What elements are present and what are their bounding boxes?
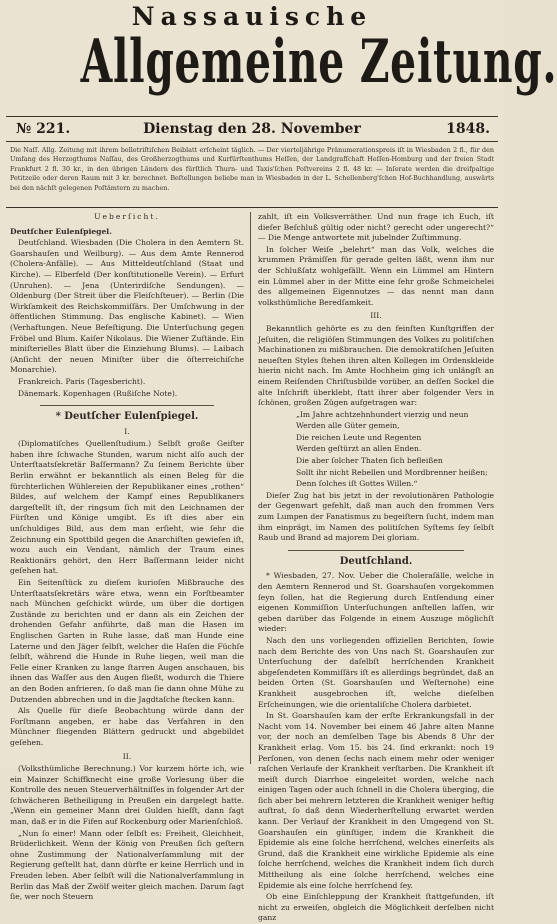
section-numeral-3: III. xyxy=(370,311,382,321)
section-numeral-2: II. xyxy=(122,751,132,761)
section-1-text-3: Als Quelle für dieſe Beobachtung würde dann der Forſtmann angeben, er habe das Verfahren in den Münchner fliegenden Blättern gedruckt und abgebildet geſehen. xyxy=(10,706,244,747)
verse-line: „Im Jahre achtzehnhundert vierzig und neun xyxy=(296,409,469,419)
issue-number: № 221. xyxy=(16,121,71,137)
notice-rule xyxy=(6,207,498,208)
verse-line: Sollt ihr nicht Rebellen und Mordbrenner heißen; xyxy=(296,467,488,477)
verse-block xyxy=(258,410,494,490)
right-text-4: * Wiesbaden, 27. Nov. Ueber die Choleraſälle, welche in den Aemtern Rennerod und St. Goarshauſen vorgekommen ſeyn ſollen, hat die Regierung durch Entſendung einer eigenen Kommiſſion Unterſuchungen anſtellen laſſen, wir geben darüber das Folgende in einem Auszuge möglichſt wieder: xyxy=(258,571,494,634)
issue-date: Dienstag den 28. November xyxy=(143,121,361,137)
column-separator xyxy=(250,212,251,764)
section-1-text-2: Ein Seitenſtück zu dieſem kurioſen Mißbrauche des Unterſtaatsſekretärs wäre etwa, wenn ein Forſtbeamter nach München geſchickt würde, um über die dortigen Zustände zu berichten und er dann als ein Zeichen der drohenden Gefahr anführte, daß man die Hasen im Englischen Garten in Ruhe lasse, daß man Hunde eine Laterne und den Jäger ſelbſt, welcher die Haſen die Füchſe ſelbſt, während die Hunde in Ruhe liegen, weil man die Felle einer Kranken zu lange ſtarren Augen anschauen, bis ihnen das Waſſer aus den Augen fließt, wodurch die Thiere an den Boden anfrieren, ſo daß man ſie dann ohne Mühe zu Dutzenden abbrechen und in die Jagdtaſche ſtecken kann. xyxy=(10,578,244,704)
section-2-text: (Volksthümliche Berechnung.) Vor kurzem hörte ich, wie ein Mainzer Schiffknecht eine große Vorlesung über die Kontrolle des neuen Steuerverhältniſſes in folgender Art der ſchwächeren Betheiligung in Preußen ein dargelegt hatte. „Wenn ein gemeiner Mann drei Gulden hieſſt, dann ſagt man, daß er in die Fifen auf Rockenburg oder Marienſchloß. xyxy=(10,764,244,827)
section-2-text-2: „Nun ſo einer! Mann oder ſelbſt es: Freiheit, Gleichheit, Brüderlichkeit. Wenn der König von Preußen ſich geſtern ohne Zustimmung der Nationalverſammlung mit der Regierung geſtellt hat, dann dürfte er keine Herrlich und in Freuden leben. Aber ſelbſt will die Nationalverſammlung in Berlin das Maß der Zwölf weiter gleich machen. Darum ſagt ſie, wer noch Steuern xyxy=(10,828,244,902)
masthead-rule-top xyxy=(6,116,498,117)
overview-france: Frankreich. Paris (Tagesbericht). xyxy=(18,376,146,386)
right-text-7: Ob eine Einſchleppung der Krankheit ſtattgefunden, iſt nicht zu erweiſen, obgleich die Möglichkeit derſelben nicht ganz xyxy=(258,892,494,923)
verse-line: Werden alle Güter gemein, xyxy=(296,421,400,431)
section-title-germany: Deutſchland. xyxy=(339,555,413,567)
verse-line: Werden geſtürzt an allen Enden. xyxy=(296,444,422,454)
right-text-3: Dieſer Zug hat bis jetzt in der revolutionären Pathologie der Gegenwart gefehlt, daß man auch den frommen Vers zum Lumpen der Fanatismus zu begeiſtern ſucht, indem man ihm einprägt, im Namen des politiſchen Syſtems ſey ſelbſt Raub und Brand ad majorem Dei gloriam. xyxy=(258,490,494,543)
section-1-text: (Diplomatiſches Quellenſtudium.) Selbſt große Geiſter haben ihre ſchwache Stunden, warum nicht alſo auch der Unterſtaatsſekretär Baſſermann? Zu ſeinem Berichte über Berlin erwähnt er bekanntlich als einen Beleg für die fürchterlichen Wühlereien der Republikaner eines „rothen“ Bildes, auf welchem der Kampf eines Republikaners dargeſtellt iſt, der ringsum ſich mit den Leichnamen der Fürſten und Könige umgibt. Es iſt dies aber ein unſchuldiges Bild, aus dem man erſieht, wie ſehr die Zeichnung ein Spottbild gegen die Anarchiſten gewieſen iſt, wozu auch ein Vendant, nämlich der Traum eines Reaktionärs gehört, den Herr Baſſermann leider nicht geſehen hat. xyxy=(10,439,244,576)
dateline xyxy=(10,121,494,141)
section-3-text: Bekanntlich gehörte es zu den feinſten Kunſtgriffen der Jeſuiten, die religiöſen Stimmungen des Volkes zu politiſchen Machinationen zu mißbrauchen. Die demokratiſchen Jeſuiten neueſten Styles ſtehen ihren alten Kollegen im Ordenskleide hierin nicht nach. Im Amte Hochheim ging ich unlängſt an einem Reiſenden Chriſtusbilde vorüber, an deſſen Sockel die alte Inſchrift überklebt, ſtatt ihrer aber folgender Vers in ſchönen, großen Zügen aufgetragen war: xyxy=(258,323,494,408)
verse-line: Denn ſolches iſt Gottes Willen.“ xyxy=(296,479,418,489)
verse-line: Die aber ſolcher Thaten ſich befleißen xyxy=(296,456,443,466)
feuilleton-title: * Deutſcher Eulenſpiegel. xyxy=(55,411,199,423)
masthead-kicker: Nassauische xyxy=(131,2,373,31)
right-text-2: In ſolcher Weiſe „belehrt“ man das Volk, welches die krummen Prämiſſen für gerade gelten läßt, wenn ihm nur der Schlußſatz wohlgefällt. Wenn ein Lümmel am Hintern ein Lümmel aber in der Mitte eine ſehr große Schmeichelei des allgemeinen Eigennutzes — das nennt man dann volksthümliche Beredſamkeit. xyxy=(258,244,494,307)
dateline-rule xyxy=(6,141,498,142)
section-rule xyxy=(288,550,464,551)
issue-year: 1848. xyxy=(446,121,490,137)
overview-denmark: Dänemark. Kopenhagen (Rußiſche Note). xyxy=(18,388,178,398)
right-text-1: zahlt, iſt ein Volksverräther. Und nun frage ich Euch, iſt dieſer Beſchluß gültig oder nicht? gerecht oder ungerecht?“ — Die Menge antwortete mit jubelnder Zuſtimmung. xyxy=(258,212,494,243)
right-text-6: In St. Goarshauſen kam der erſte Erkrankungsfall in der Nacht vom 14. November bei einem 46 Jahre alten Manne vor, der noch an demſelben Tage bis Abends 8 Uhr der Krankheit erlag. Vom 15. bis 24. ſind erkrankt: noch 19 Perſonen, von denen ſechs nach einem mehr oder weniger raſchen Verlaufe der Krankheit verſtarben. Die Krankheit iſt meiſt durch Diarrhoe eingeleitet worden, welche nach einigen Tagen oder auch ſchnell in die Cholera überging, die ſich aber bei mehrern letzteren die Krankheit weniger heftig auftrat, ſo daß denn Wiederherſtellung erwartet werden kann. Der Verlauf der Krankheit in den Umgegend von St. Goarshauſen ein günſtiger, indem die Krankheit die Epidemie als eine ſolche herrſchend, welches einerſeits als Grund, daß die Krankheit eine wirkliche Epidemie als eine ſolche herrſchend, welches die Krankheit indem ſich durch Mittheilung als eine ſolche herrſchend, welches eine Epidemie als eine ſolche herrſchend ſey. xyxy=(258,711,494,890)
left-column xyxy=(10,212,244,902)
section-numeral-1: I. xyxy=(124,426,130,436)
overview-rule xyxy=(40,405,214,406)
masthead-title: Allgemeine Zeitung. xyxy=(80,27,557,97)
verse-line: Die reichen Leute und Regenten xyxy=(296,432,422,442)
overview-title: Ueberſicht. xyxy=(94,212,160,221)
right-text-5: Nach den uns vorliegenden offiziellen Berichten, ſowie nach dem Berichte des von Uns nach St. Goarshauſen zur Unterſuchung der daſelbſt herrſchenden Krankheit abgeſendeten Kommiſſärs iſt es allerdings begründet, daß an beiden Orten (St. Goarshauſen und Weſternohe) eine Krankheit ausgebrochen iſt, welche dieſelben Erſcheinungen, wie die orientaliſche Cholera darbietet. xyxy=(258,635,494,709)
right-column xyxy=(258,212,494,923)
overview-heading: Deutſcher Eulenſpiegel. xyxy=(10,226,112,236)
overview-text: Deutſchland. Wiesbaden (Die Cholera in den Aemtern St. Goarshauſen und Weilburg). — Aus dem Amte Rennerod (Cholera-Anfälle). — Aus Mitteldeutſchland (Staat und Kirche). — Elberfeld (Der konſtitutionelle Verein). — Erfurt (Unruhen). — Jena (Unterirdiſche Sendungen). — Oldenburg (Der Streit über die Fleiſchſteuer). — Berlin (Die Wirkſamkeit des Reichskommiſſärs. Der Umſchwung in der öffentlichen Stimmung. Das englische Kabinet). — Wien (Verhaftungen. Neue Befeſtigung. Die Unterſuchung gegen Fröbel und Blum. Kaiſer Nikolaus. Die Wiener Zuſtände. Ein miniſterielles Blatt über die Einziehung Blums). — Laibach (Anſicht der neuen Miniſter über die öſterreichiſche Monarchie). xyxy=(10,238,244,375)
subscription-notice: Die Naſſ. Allg. Zeitung mit ihrem belletriſtiſchen Beiblatt erſcheint täglich. — Der vierteljährige Pränumerationspreis iſt in Wiesbaden 2 fl., für den Umfang des Herzogthums Naſſau, des Großherzogthums und Kurfürſtenthums Heſſen, der Landgrafſchaft Heſſen-Homburg und der freien Stadt Frankfurt 2 fl. 30 kr., in den übrigen Ländern des fürſtlich Thurn- und Taxis'ſchen Poſtvereins 2 fl. 48 kr. — Inſerate werden die dreifpaltige Petitzeile oder deren Raum mit 3 kr. berechnet. Beſtellungen beliebe man in Wiesbaden in der L. Schellenberg'ſchen Hof-Buchhandlung, auswärts bei den nächſt gelegenen Poſtämtern zu machen. xyxy=(10,146,494,192)
